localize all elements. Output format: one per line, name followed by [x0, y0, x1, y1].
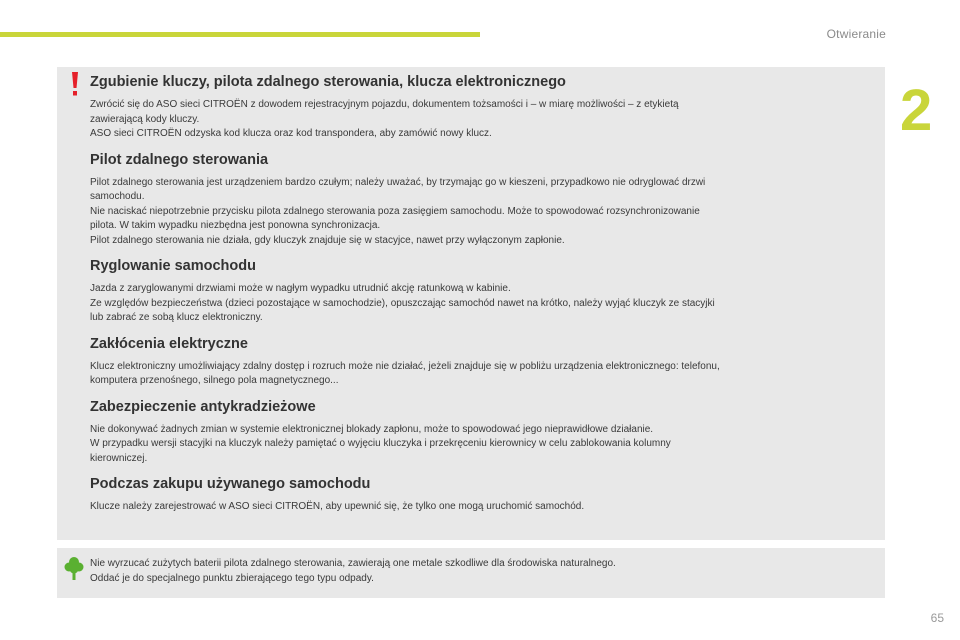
header-accent-bar	[0, 32, 480, 37]
paragraph: pilota. W takim wypadku niezbędna jest ponowna synchronizacja.	[90, 220, 381, 231]
paragraph: Pilot zdalnego sterowania jest urządzeniem bardzo czułym; należy uważać, by trzymając go w kieszeni, przypadkowo nie odryglować drzwi	[90, 176, 706, 188]
paragraph: Nie dokonywać żadnych zmian w systemie elektronicznej blokady zapłonu, może to spowodować jego nieprawidłowe działanie.	[90, 423, 654, 435]
warning-content	[90, 74, 876, 525]
section-used-vehicle	[90, 476, 876, 515]
paragraph: Nie naciskać niepotrzebnie przycisku pilota zdalnego sterowania poza zasięgiem samochodu. Może to spowodować rozsynchronizowanie	[90, 205, 700, 217]
paragraph: lub zabrać ze sobą klucz elektroniczny.	[90, 312, 263, 323]
paragraph: samochodu.	[90, 191, 145, 202]
section-title: Podczas zakupu używanego samochodu	[90, 476, 371, 492]
tree-icon	[64, 556, 84, 580]
paragraph: kierowniczej.	[90, 452, 148, 464]
paragraph: W przypadku wersji stacyjki na kluczyk należy pamiętać o wyjęciu kluczyka i przekręceniu kierownicy w celu zablokowania kolumny	[90, 438, 671, 449]
paragraph: Pilot zdalnego sterowania nie działa, gdy kluczyk znajduje się w stacyjce, nawet przy wyłączonym zapłonie.	[90, 234, 565, 246]
paragraph: Zwrócić się do ASO sieci CITROËN z dowodem rejestracyjnym pojazdu, dokumentem tożsamości i – w miarę możliwości – z etykietą	[90, 99, 679, 110]
section-anti-theft	[90, 399, 876, 467]
paragraph: Jazda z zaryglowanymi drzwiami może w nagłym wypadku utrudnić akcję ratunkową w kabinie.	[90, 283, 511, 294]
section-title: Zabezpieczenie antykradzieżowe	[90, 398, 316, 415]
paragraph: Nie wyrzucać zużytych baterii pilota zdalnego sterowania, zawierają one metale szkodliwe dla środowiska naturalnego.	[90, 558, 616, 569]
exclamation-icon	[70, 71, 80, 97]
paragraph: komputera przenośnego, silnego pola magnetycznego...	[90, 375, 339, 386]
page-number: 65	[930, 611, 944, 625]
section-name: Otwieranie	[826, 27, 886, 41]
chapter-number: 2	[900, 78, 933, 143]
paragraph: Klucz elektroniczny umożliwiający zdalny dostęp i rozruch może nie działać, jeżeli znajduje się w pobliżu urządzenia elektronicznego: telefonu,	[90, 360, 720, 372]
section-title: Zgubienie kluczy, pilota zdalnego sterowania, klucza elektronicznego	[90, 74, 566, 90]
paragraph: zawierającą kody kluczy.	[90, 113, 200, 125]
paragraph: Ze względów bezpieczeństwa (dzieci pozostające w samochodzie), opuszczając samochód nawet na krótko, należy wyjąć kluczyk ze stacyjki	[90, 297, 715, 309]
section-electrical-interference	[90, 336, 876, 389]
section-title: Ryglowanie samochodu	[90, 258, 256, 274]
paragraph: ASO sieci CITROËN odzyska kod klucza oraz kod transpondera, aby zamówić nowy klucz.	[90, 128, 492, 139]
section-lost-keys	[90, 74, 876, 142]
section-title: Zakłócenia elektryczne	[90, 335, 248, 352]
paragraph: Klucze należy zarejestrować w ASO sieci CITROËN, aby upewnić się, że tylko one mogą uruchomić samochód.	[90, 501, 585, 512]
eco-note-content	[90, 557, 870, 586]
section-remote-control	[90, 152, 876, 249]
paragraph: Oddać je do specjalnego punktu zbierającego tego typu odpady.	[90, 572, 374, 584]
section-title: Pilot zdalnego sterowania	[90, 151, 269, 168]
section-locking	[90, 258, 876, 326]
